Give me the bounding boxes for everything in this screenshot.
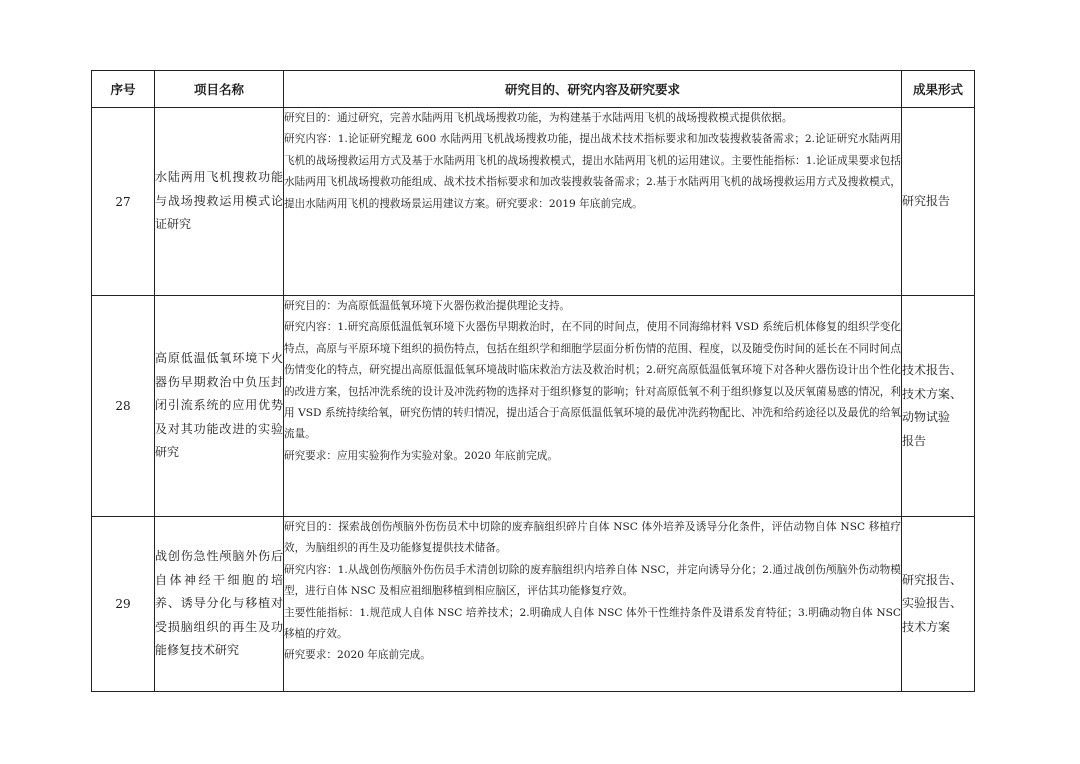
- table-row: [92, 517, 975, 692]
- header-output-form: 成果形式: [902, 71, 975, 108]
- row-index: 27: [92, 108, 155, 296]
- project-name: 高原低温低氧环境下火器伤早期救治中负压封闭引流系统的应用优势及对其功能改进的实验研究: [155, 296, 284, 517]
- row-index: 29: [92, 517, 155, 692]
- output-line: 研究报告: [902, 193, 951, 208]
- header-project-name: 项目名称: [155, 71, 284, 108]
- output-line: 研究报告、: [902, 572, 963, 587]
- content-paragraph: 研究目的：通过研究，完善水陆两用飞机战场搜救功能，为构建基于水陆两用飞机的战场搜救模式提供依据。: [284, 112, 793, 124]
- research-content: [284, 296, 902, 517]
- content-paragraph: 研究内容：1.研究高原低温低氧环境下火器伤早期救治时，在不同的时间点，使用不同海绵材料 VSD 系统后机体修复的组织学变化特点，高原与平原环境下组织的损伤特点，包括在组织学和细胞学层面分析伤情的范围、程度，以及随受伤时间的延长在不同时间点伤情变化的特点，研究提出高原低温低氧环境战时临床救治方法及救治时机；2.研究高原低温低氧环境下对各种火器伤设计出个性化的改进方案，包括冲洗系统的设计及冲洗药物的选择对于组织修复的影响；针对高原低氧不利于组织修复以及厌氧菌易感的情况，利用 VSD 系统持续给氧，研究伤情的转归情况，提出适合于高原低温低氧环境的最优冲洗药物配比、冲洗和给药途径以及最优的给氧流量。: [284, 321, 901, 441]
- output-form: [902, 517, 975, 692]
- project-name: 战创伤急性颅脑外伤后自体神经干细胞的培养、诱导分化与移植对受损脑组织的再生及功能修复技术研究: [155, 517, 284, 692]
- content-paragraph: 研究目的：为高原低温低氧环境下火器伤救治提供理论支持。: [284, 300, 571, 312]
- project-name: 水陆两用飞机搜救功能与战场搜救运用模式论证研究: [155, 108, 284, 296]
- content-paragraph: 研究内容：1.从战创伤颅脑外伤伤员手术清创切除的废弃脑组织内培养自体 NSC，并定向诱导分化；2.通过战创伤颅脑外伤动物模型，进行自体 NSC 及相应祖细胞移植到相应脑区，评估其功能修复疗效。: [284, 563, 901, 598]
- output-form: [902, 108, 975, 296]
- output-line: 技术报告、: [902, 363, 963, 377]
- output-line: 技术方案、: [902, 386, 963, 401]
- content-paragraph: 研究要求：2020 年底前完成。: [284, 649, 431, 662]
- content-paragraph: 主要性能指标：1.规范成人自体 NSC 培养技术；2.明确成人自体 NSC 体外干性维持条件及谱系发育特征；3.明确动物自体 NSC 移植的疗效。: [284, 606, 901, 641]
- project-table: [91, 70, 975, 692]
- research-content: [284, 108, 902, 296]
- output-line: 动物试验: [902, 410, 951, 424]
- table-row: [92, 296, 975, 517]
- output-form: [902, 296, 975, 517]
- table-header-row: [92, 71, 975, 108]
- header-index: 序号: [92, 71, 155, 108]
- row-index: 28: [92, 296, 155, 517]
- output-line: 报告: [902, 433, 927, 448]
- content-paragraph: 研究内容：1.论证研究鲲龙 600 水陆两用飞机战场搜救功能，提出战术技术指标要求和加改装搜救装备需求；2.论证研究水陆两用飞机的战场搜救运用方式及基于水陆两用飞机的战场搜救模式，提出水陆两用飞机的运用建议。主要性能指标：1.论证成果要求包括水陆两用飞机战场搜救功能组成、战术技术指标要求和加改装搜救装备需求；2.基于水陆两用飞机的战场搜救运用方式及搜救模式，提出水陆两用飞机的搜救场景运用建议方案。研究要求：2019 年底前完成。: [284, 133, 901, 210]
- content-paragraph: 研究目的：探索战创伤颅脑外伤伤员术中切除的废弃脑组织碎片自体 NSC 体外培养及诱导分化条件，评估动物自体 NSC 移植疗效，为脑组织的再生及功能修复提供技术储备。: [284, 521, 901, 555]
- content-paragraph: 研究要求：应用实验狗作为实验对象。2020 年底前完成。: [284, 449, 558, 462]
- research-content: [284, 517, 902, 692]
- table-row: [92, 108, 975, 296]
- header-research-content: 研究目的、研究内容及研究要求: [284, 71, 902, 108]
- output-line: 技术方案: [902, 619, 951, 634]
- output-line: 实验报告、: [902, 596, 963, 611]
